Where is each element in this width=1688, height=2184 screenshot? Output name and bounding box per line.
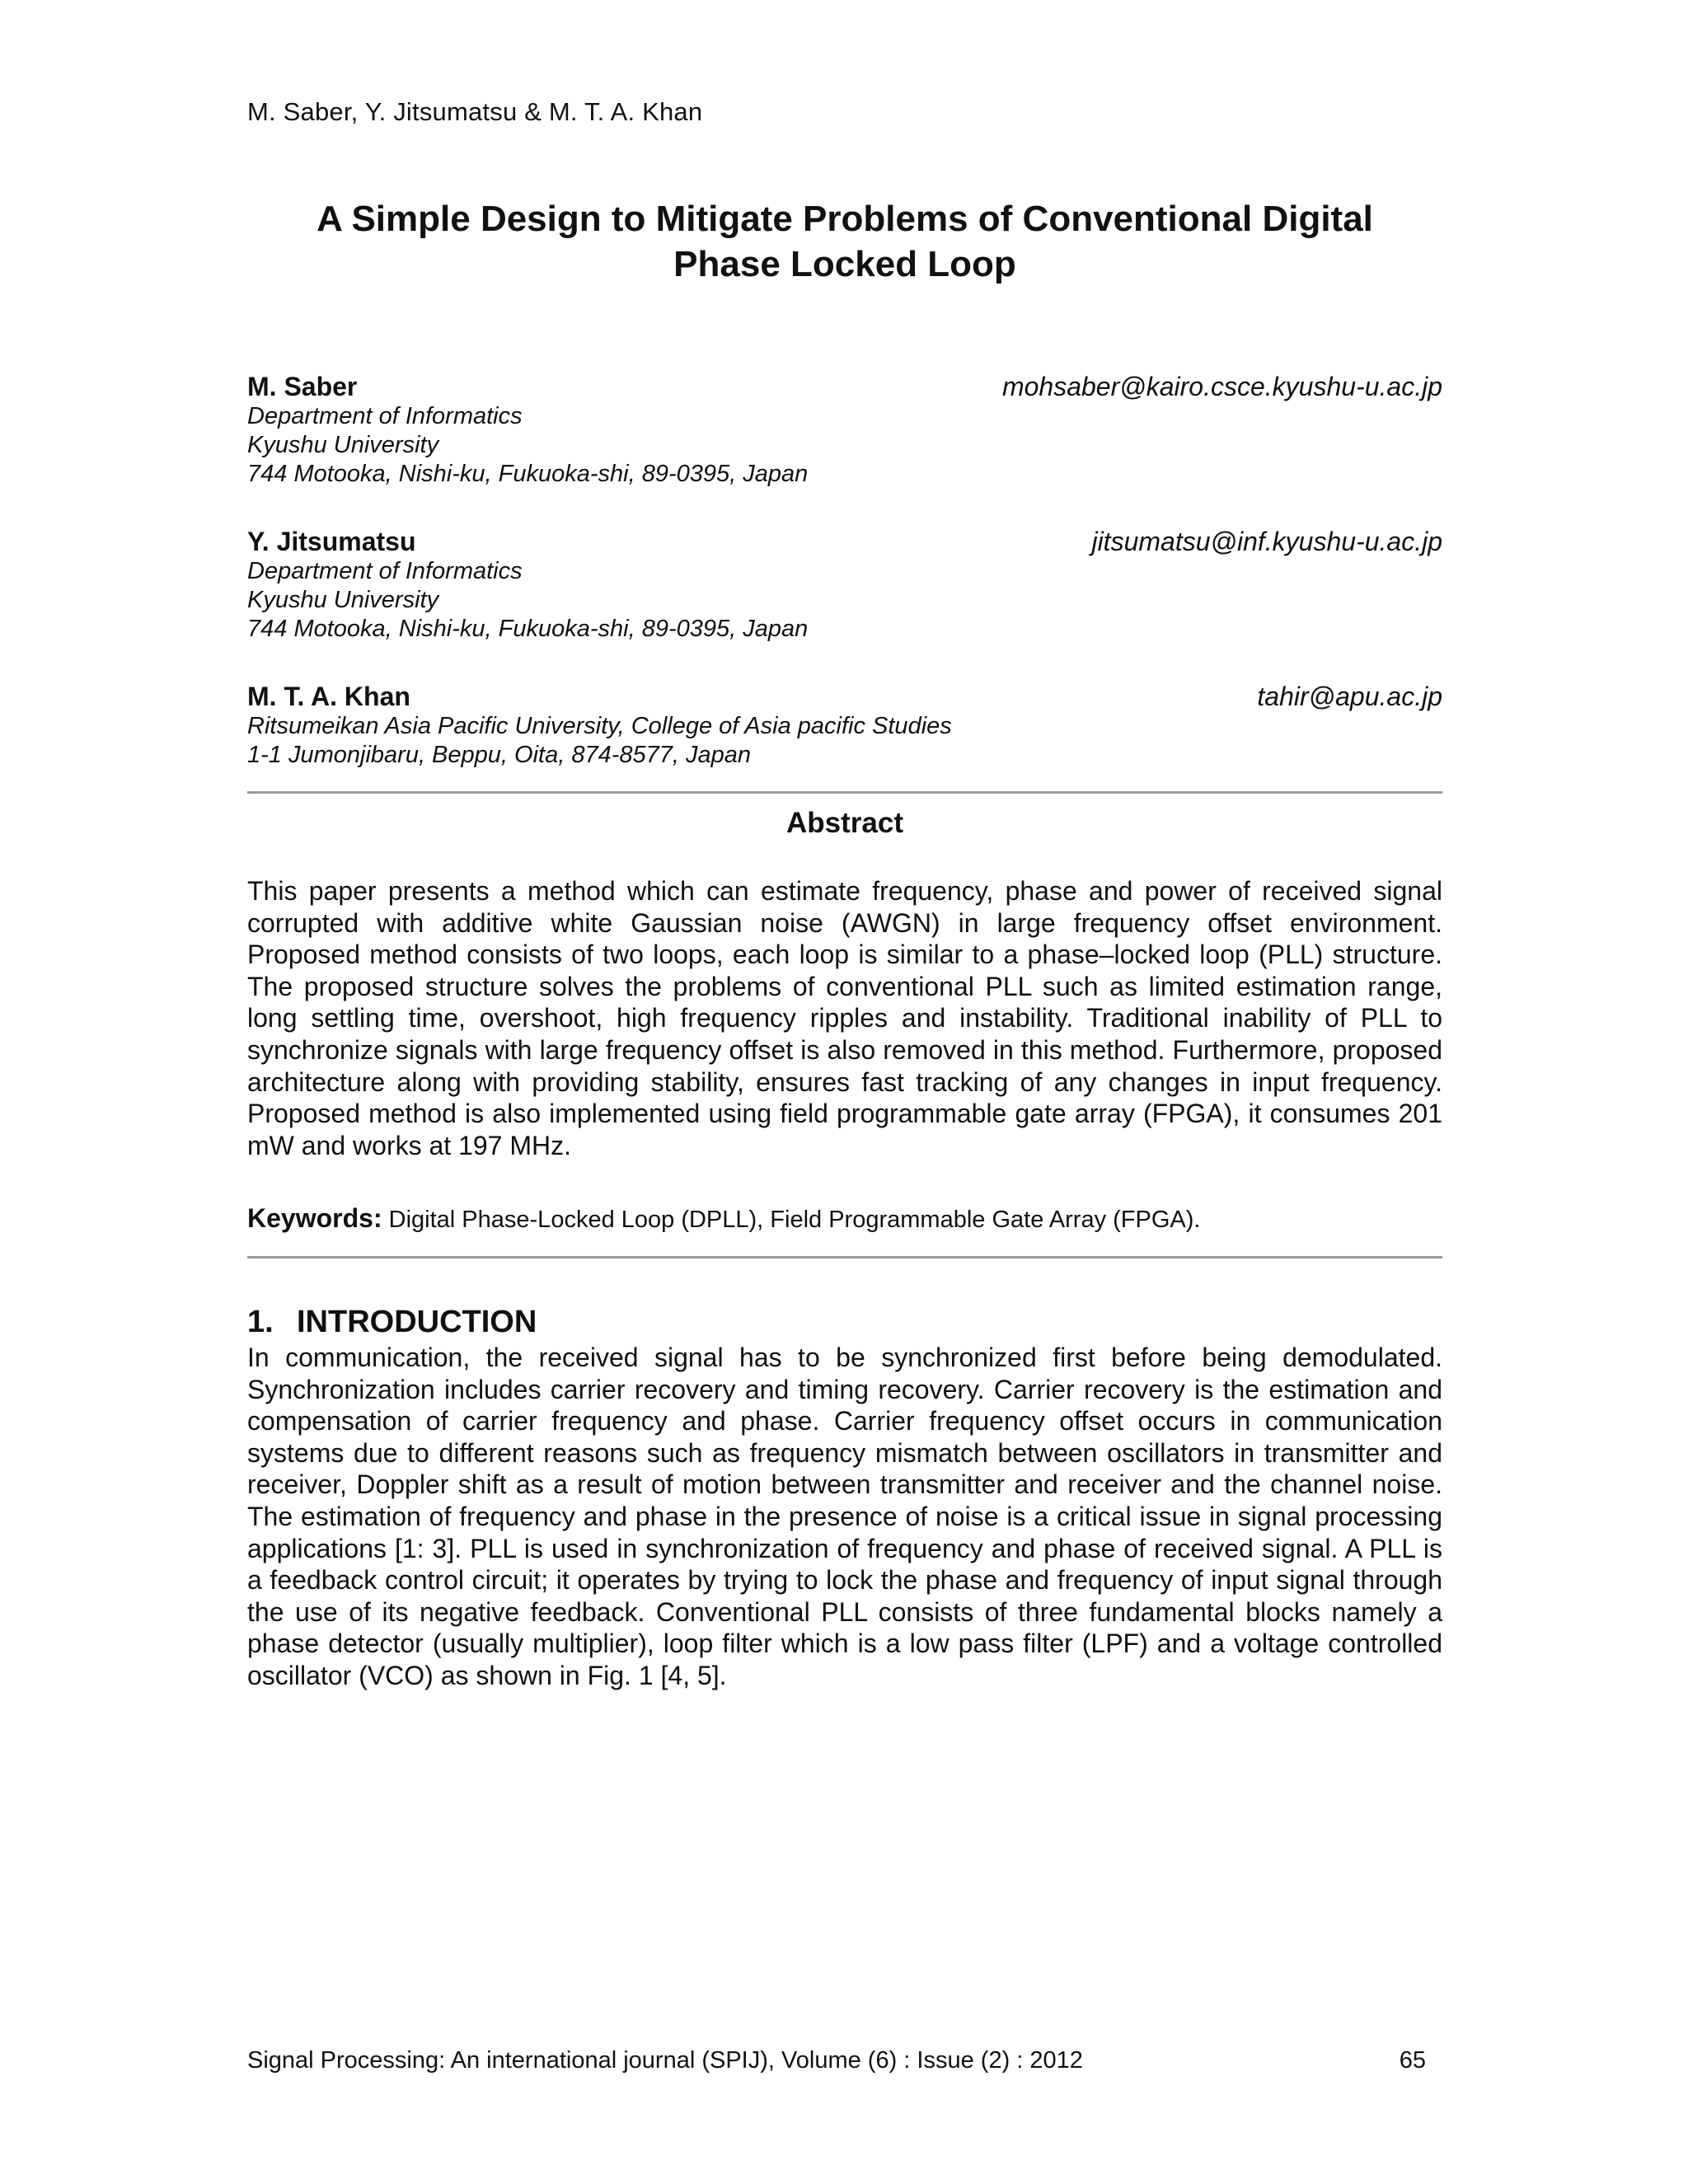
paper-title-line-2: Phase Locked Loop bbox=[673, 244, 1016, 284]
introduction-body: In communication, the received signal has to be synchronized first before being demodulated. Synchronization includes carrier recovery and timing recovery. Carrier recovery is the estimation and compensation of carrier frequency and phase. Carrier frequency offset occurs in communication systems due to different reasons such as frequency mismatch between oscillators in transmitter and receiver, Doppler shift as a result of motion between transmitter and receiver and the channel noise. The estimation of frequency and phase in the presence of noise is a critical issue in signal processing applications [1: 3]. PLL is used in synchronization of frequency and phase of received signal. A PLL is a feedback control circuit; it operates by trying to lock the phase and frequency of input signal through the use of its negative feedback. Conventional PLL consists of three fundamental blocks namely a phase detector (usually multiplier), loop filter which is a low pass filter (LPF) and a voltage controlled oscillator (VCO) as shown in Fig. 1 [4, 5]. bbox=[247, 1343, 1442, 1690]
paper-page bbox=[247, 0, 1442, 2184]
keywords-label: Keywords: bbox=[247, 1203, 382, 1233]
author-name: Y. Jitsumatsu bbox=[247, 527, 416, 556]
author-affiliation-line: Kyushu University bbox=[247, 432, 439, 458]
section-heading-introduction bbox=[247, 1304, 537, 1340]
author-name: M. T. A. Khan bbox=[247, 682, 410, 711]
keywords bbox=[247, 1202, 1442, 1236]
author-affiliation-line: 744 Motooka, Nishi-ku, Fukuoka-shi, 89-0395, Japan bbox=[247, 461, 809, 487]
abstract-heading: Abstract bbox=[786, 807, 903, 839]
section-title: INTRODUCTION bbox=[297, 1305, 537, 1339]
author-email: tahir@apu.ac.jp bbox=[1257, 682, 1442, 711]
author-affiliation-line: Ritsumeikan Asia Pacific University, College of Asia pacific Studies bbox=[247, 713, 952, 739]
footer-page-number: 65 bbox=[1399, 2047, 1426, 2074]
author-block-khan bbox=[247, 681, 1442, 770]
author-name: M. Saber bbox=[247, 372, 358, 401]
author-affiliation-line: 744 Motooka, Nishi-ku, Fukuoka-shi, 89-0395, Japan bbox=[247, 616, 809, 642]
author-affiliation-line: Department of Informatics bbox=[247, 558, 523, 584]
abstract-bottom-divider bbox=[247, 1256, 1442, 1258]
section-number: 1. bbox=[247, 1305, 274, 1339]
abstract-body: This paper presents a method which can estimate frequency, phase and power of received signal corrupted with additive white Gaussian noise (AWGN) in large frequency offset environment. Proposed method consists of two loops, each loop is similar to a phase–locked loop (PLL) structure. The proposed structure solves the problems of conventional PLL such as limited estimation range, long settling time, overshoot, high frequency ripples and instability. Traditional inability of PLL to synchronize signals with large frequency offset is also removed in this method. Furthermore, proposed architecture along with providing stability, ensures fast tracking of any changes in input frequency. Proposed method is also implemented using field programmable gate array (FPGA), it consumes 201 mW and works at 197 MHz. bbox=[247, 876, 1442, 1160]
footer-journal-citation: Signal Processing: An international journal (SPIJ), Volume (6) : Issue (2) : 2012 bbox=[247, 2047, 1083, 2074]
author-block-jitsumatsu bbox=[247, 526, 1442, 644]
author-email: mohsaber@kairo.csce.kyushu-u.ac.jp bbox=[1001, 372, 1442, 401]
paper-title bbox=[247, 196, 1442, 287]
keywords-text: Digital Phase-Locked Loop (DPLL), Field Programmable Gate Array (FPGA). bbox=[388, 1207, 1201, 1233]
author-affiliation-line: 1-1 Jumonjibaru, Beppu, Oita, 874-8577, Japan bbox=[247, 742, 752, 768]
author-affiliation-line: Kyushu University bbox=[247, 587, 439, 613]
abstract-top-divider bbox=[247, 791, 1442, 794]
author-block-saber bbox=[247, 371, 1442, 489]
author-email: jitsumatsu@inf.kyushu-u.ac.jp bbox=[1091, 527, 1442, 556]
paper-title-line-1: A Simple Design to Mitigate Problems of Conventional Digital bbox=[316, 199, 1373, 239]
running-header-authors: M. Saber, Y. Jitsumatsu & M. T. A. Khan bbox=[247, 97, 703, 126]
author-affiliation-line: Department of Informatics bbox=[247, 403, 523, 429]
